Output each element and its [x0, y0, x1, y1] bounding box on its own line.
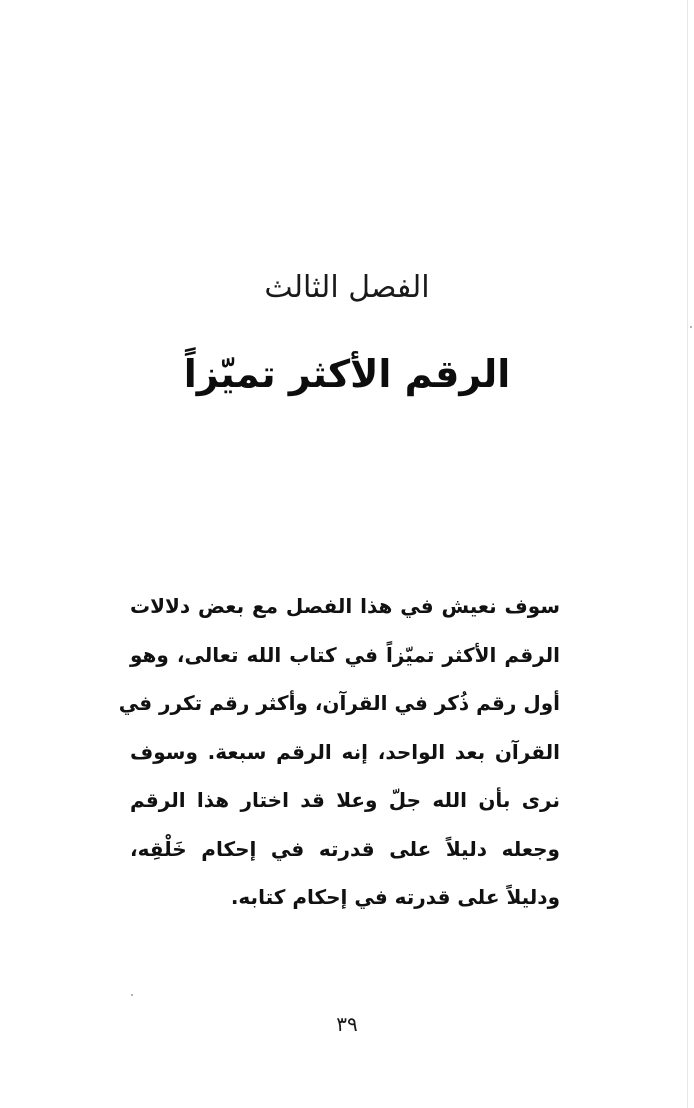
body-paragraph — [118, 582, 560, 922]
paragraph-line: أول رقم ذُكر في القرآن، وأكثر رقم تكرر في — [118, 691, 560, 715]
paragraph-line: ودليلاً على قدرته في إحكام كتابه. — [230, 885, 560, 909]
paragraph-line: الرقم الأكثر تميّزاً في كتاب الله تعالى، وهو — [130, 642, 560, 667]
paragraph-line: نرى بأن الله جلّ وعلا قد اختار هذا الرقم — [130, 788, 560, 812]
page-number: ٣٩ — [336, 1012, 358, 1036]
chapter-title: الرقم الأكثر تميّزاً — [183, 352, 511, 396]
page-edge-line — [687, 0, 688, 1108]
scan-speck — [690, 326, 692, 328]
scan-speck — [131, 994, 133, 996]
chapter-label: الفصل الثالث — [264, 270, 430, 305]
paragraph-line: القرآن بعد الواحد، إنه الرقم سبعة. وسوف — [130, 739, 560, 764]
paragraph-line: وجعله دليلاً على قدرته في إحكام خَلْقِه، — [130, 836, 560, 861]
paragraph-line: سوف نعيش في هذا الفصل مع بعض دلالات — [130, 594, 560, 618]
